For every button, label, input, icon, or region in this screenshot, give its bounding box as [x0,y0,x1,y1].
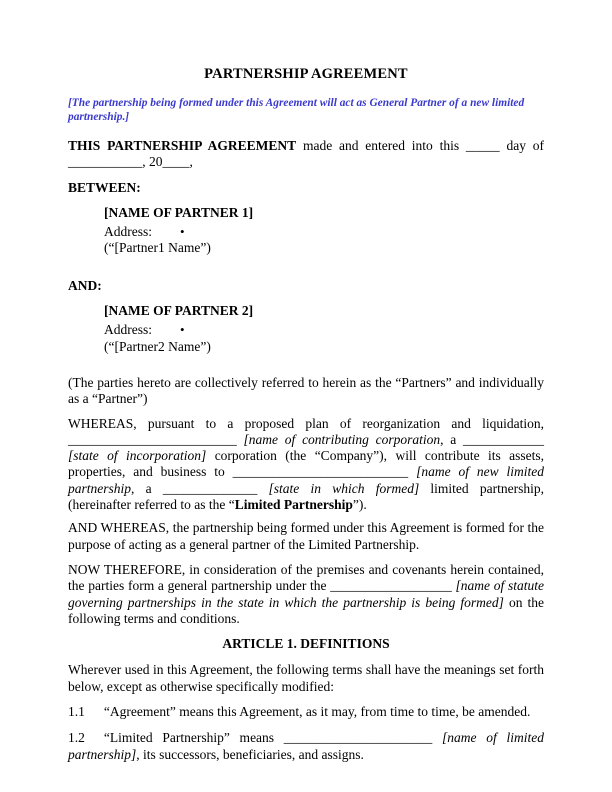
defined-term-limited-partnership: Limited Partnership [234,497,353,513]
article1-heading: ARTICLE 1. DEFINITIONS [222,636,390,652]
placeholder-limited-partnership-name: [name of limited partnership] [68,730,544,762]
now-therefore-text: NOW THEREFORE, in consideration of the premises and covenants herein contained, the parties form a general partnership under the __________________ [68,561,544,594]
partner2-alias: (“[Partner2 Name”) [104,338,211,354]
whereas-text: WHEREAS, pursuant to a proposed plan of reorganization and liquidation, _________________________ [68,415,544,447]
definition-text: , its successors, beneficiaries, and assigns. [136,746,364,762]
partner1-block [104,205,544,257]
parties-note-paragraph: (The parties hereto are collectively referred to herein as the “Partners” and individually as a “Partner”) [68,374,544,407]
partner2-address-label: Address: [104,322,152,338]
whereas-text: ”). [352,497,367,513]
bullet-point-icon: • [180,224,185,240]
definition-text: “Agreement” means this Agreement, as it may, from time to time, be amended. [103,704,531,720]
placeholder-state-of-incorporation: [state of incorporation] [68,448,207,464]
whereas-text: , a ______________ [131,480,269,496]
intro-text: made and entered into this _____ day of ___________, 20____, [68,138,544,170]
placeholder-governing-statute: [name of statute governing partnerships in the state in which the partnership is being formed] [68,578,544,610]
and-whereas-paragraph: AND WHEREAS, the partnership being formed under this Agreement is formed for the purpose of acting as a general partner of the Limited Partnership. [68,520,544,552]
clause-number: 1.2 [68,730,85,746]
and-label: AND: [68,277,102,293]
partner1-alias: (“[Partner1 Name”) [104,240,211,256]
partner2-name: [NAME OF PARTNER 2] [104,303,254,319]
article1-intro-paragraph: Wherever used in this Agreement, the following terms shall have the meanings set forth below, except as otherwise specifically modified: [68,662,544,694]
now-therefore-text: on the following terms and conditions. [68,594,545,626]
bullet-point-icon: • [180,322,185,338]
placeholder-new-limited-partnership: [name of new limited partnership [68,464,544,496]
intro-paragraph [68,138,544,171]
now-therefore-paragraph [68,562,544,627]
whereas-paragraph [68,416,544,514]
whereas-text: limited partnership, (hereinafter referred to as the “ [68,480,544,513]
definition-text: “Limited Partnership” means ______________________ [103,730,443,746]
clause-number: 1.1 [68,704,85,720]
between-label: BETWEEN: [68,179,141,195]
partner1-name: [NAME OF PARTNER 1] [104,204,254,220]
placeholder-state-in-which-formed: [state in which formed] [268,480,420,496]
definition-item-1-2 [68,730,544,763]
definition-item-1-1 [68,704,544,720]
partner2-block [104,303,544,355]
partner1-address-line [104,224,544,240]
whereas-text: , a ____________ [440,431,545,447]
whereas-text: corporation (the “Company”), will contribute its assets, properties, and business to __________________________ [68,448,544,480]
placeholder-contributing-corporation: [name of contributing corporation [243,431,441,447]
partner1-address-label: Address: [104,224,152,240]
partner2-address-line [104,322,544,338]
document-title: PARTNERSHIP AGREEMENT [204,66,408,82]
drafting-note: [The partnership being formed under this Agreement will act as General Partner of a new limited partnership.] [68,97,525,123]
intro-bold-lead: THIS PARTNERSHIP AGREEMENT [68,138,297,153]
